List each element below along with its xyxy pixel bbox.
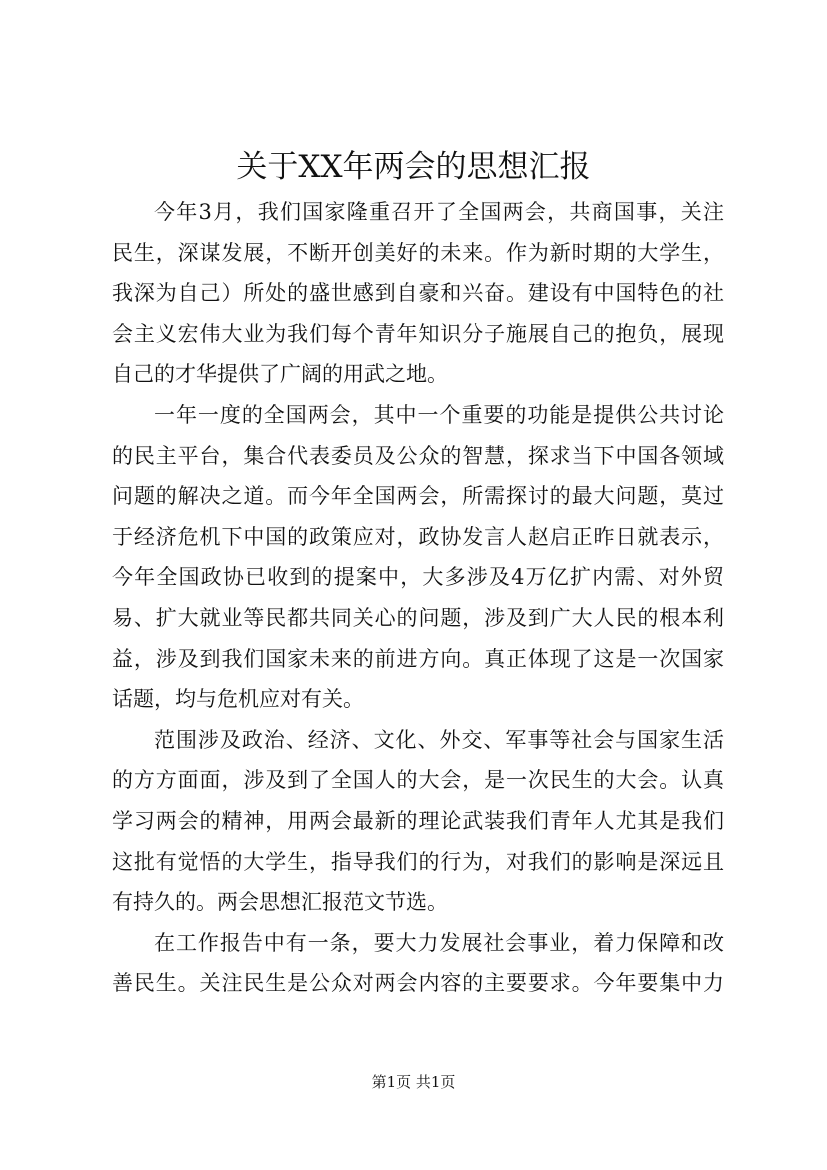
- paragraph-line: 益，涉及到我们国家未来的前进方向。真正体现了这是一次国家: [112, 646, 724, 671]
- paragraph-line: 会主义宏伟大业为我们每个青年知识分子施展自己的抱负，展现: [112, 321, 724, 346]
- paragraph-line: 有持久的。两会思想汇报范文节选。: [112, 890, 448, 915]
- paragraph-line: 的民主平台，集合代表委员及公众的智慧，探求当下中国各领域: [112, 443, 724, 468]
- paragraph-line: 一年一度的全国两会，其中一个重要的功能是提供公共讨论: [154, 402, 724, 427]
- paragraph-line: 今年3月，我们国家隆重召开了全国两会，共商国事，关注: [154, 200, 724, 224]
- paragraph-line: 今年全国政协已收到的提案中，大多涉及4万亿扩内需、对外贸: [112, 565, 724, 590]
- paragraph-line: 易、扩大就业等民都共同关心的问题，涉及到广大人民的根本利: [112, 605, 724, 630]
- document-body: [112, 192, 724, 1004]
- paragraph-line: 问题的解决之道。而今年全国两会，所需探讨的最大问题，莫过: [112, 484, 724, 509]
- paragraph-line: 自己的才华提供了广阔的用武之地。: [112, 362, 448, 387]
- paragraph-line: 学习两会的精神，用两会最新的理论武装我们青年人尤其是我们: [112, 808, 724, 833]
- paragraph-line: 的方方面面，涉及到了全国人的大会，是一次民生的大会。认真: [112, 768, 724, 793]
- paragraph-line: 在工作报告中有一条，要大力发展社会事业，着力保障和改: [154, 930, 724, 955]
- paragraph-line: 于经济危机下中国的政策应对，政协发言人赵启正昨日就表示，: [112, 524, 724, 549]
- paragraph-line: 范围涉及政治、经济、文化、外交、军事等社会与国家生活: [154, 727, 724, 752]
- paragraph-line: 我深为自己）所处的盛世感到自豪和兴奋。建设有中国特色的社: [112, 281, 724, 306]
- page-footer: 第1页 共1页: [371, 1073, 456, 1091]
- paragraph-line: 话题，均与危机应对有关。: [112, 687, 364, 712]
- paragraph-line: 民生，深谋发展，不断开创美好的未来。作为新时期的大学生，: [112, 240, 724, 265]
- document-title: 关于XX年两会的思想汇报: [236, 149, 591, 185]
- paragraph-line: 这批有觉悟的大学生，指导我们的行为，对我们的影响是深远且: [112, 849, 724, 874]
- paragraph-line: 善民生。关注民生是公众对两会内容的主要要求。今年要集中力: [112, 971, 724, 996]
